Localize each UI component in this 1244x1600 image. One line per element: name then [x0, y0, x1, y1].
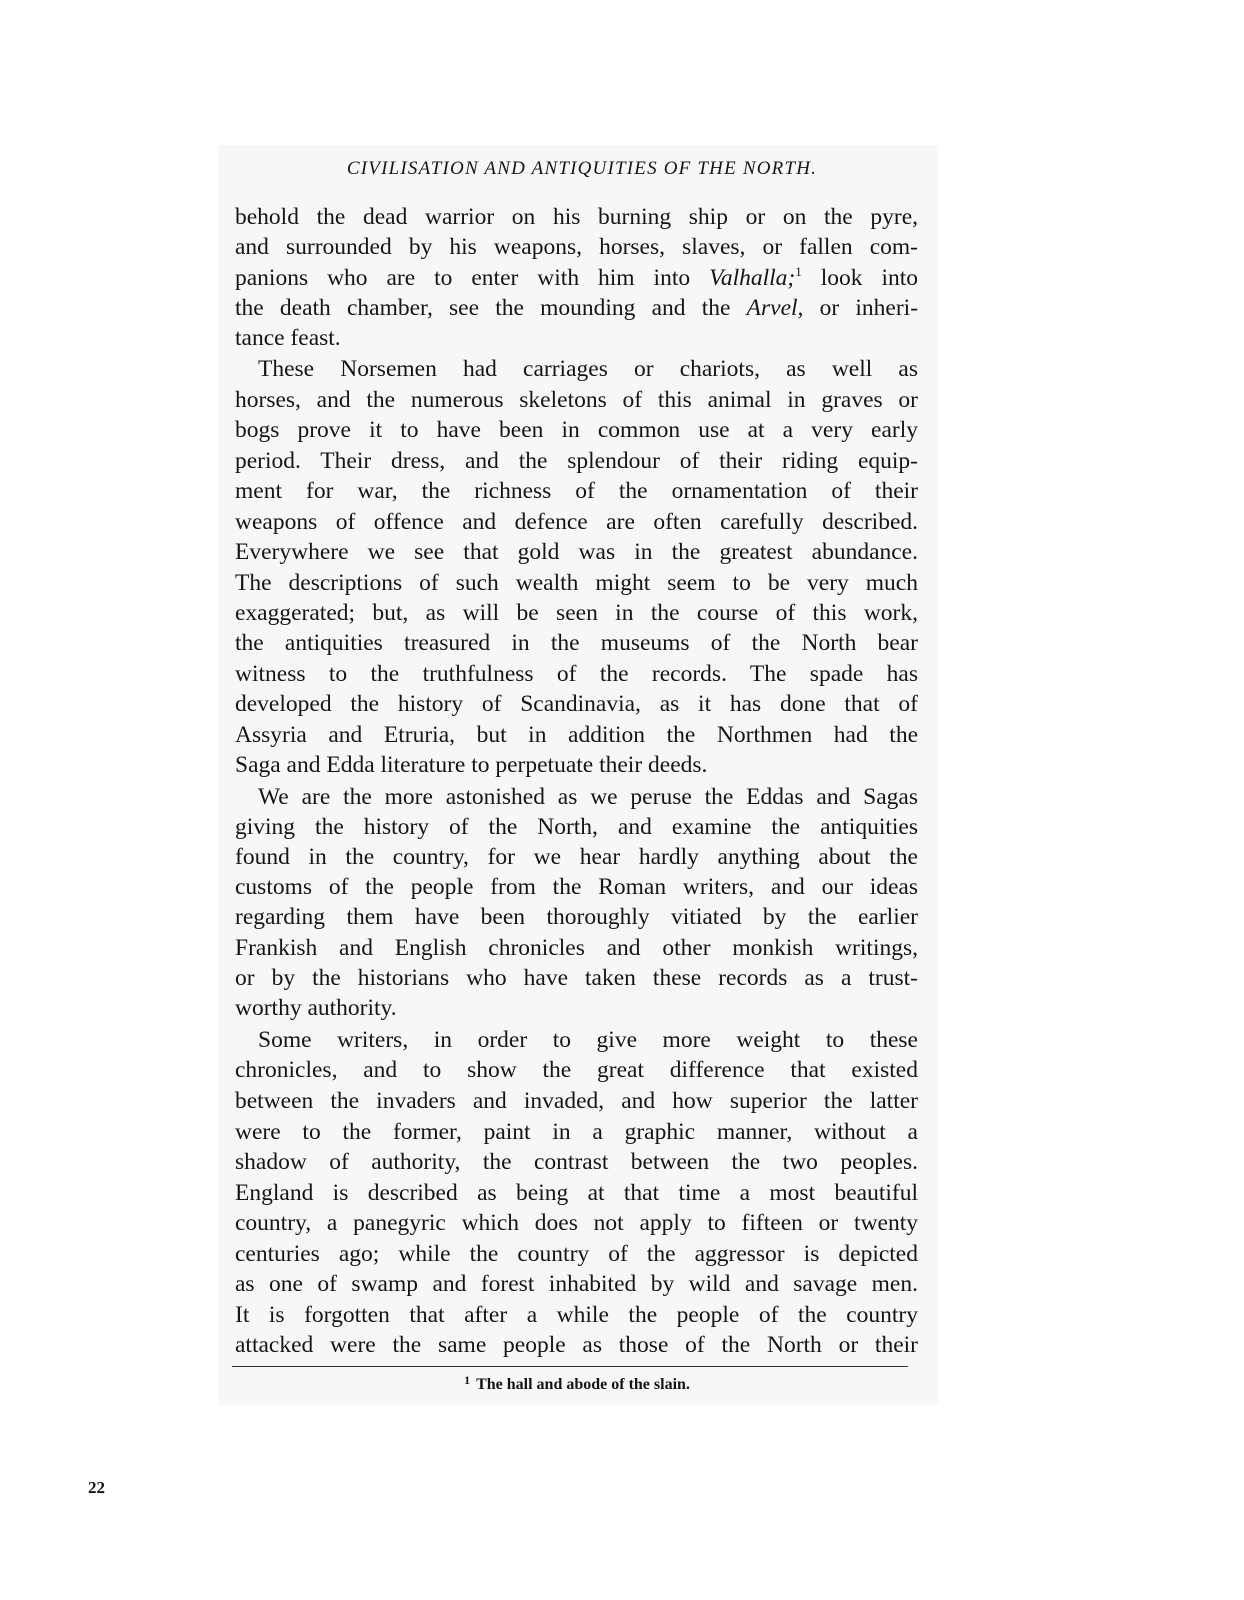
body-line: giving the history of the North, and examine the antiquities: [235, 814, 918, 840]
footnote-text: The hall and abode of the slain.: [476, 1376, 690, 1393]
body-line: chronicles, and to show the great difference that existed: [235, 1057, 918, 1083]
body-line: weapons of offence and defence are often carefully described.: [235, 509, 918, 535]
body-line: exaggerated; but, as will be seen in the course of this work,: [235, 600, 918, 626]
body-line: [235, 293, 918, 323]
body-line: worthy authority.: [235, 995, 397, 1021]
paragraph-first-line: Some writers, in order to give more weight to these: [258, 1027, 918, 1053]
paragraph-first-line: We are the more astonished as we peruse the Eddas and Sagas: [258, 784, 918, 810]
body-line: [235, 263, 918, 293]
footnote-mark: 1: [464, 1373, 471, 1387]
body-line: witness to the truthfulness of the records. The spade has: [235, 661, 918, 687]
body-line: regarding them have been thoroughly vitiated by the earlier: [235, 904, 918, 930]
body-line: Assyria and Etruria, but in addition the Northmen had the: [235, 722, 918, 748]
body-line: tance feast.: [235, 325, 341, 351]
body-line: and surrounded by his weapons, horses, slaves, or fallen com-: [235, 234, 918, 260]
body-line-text: the death chamber, see the mounding and the: [235, 295, 731, 321]
footnote-reference: 1: [795, 264, 802, 279]
valhalla-term: Valhalla: [709, 265, 788, 291]
body-line: found in the country, for we hear hardly anything about the: [235, 844, 918, 870]
body-line: developed the history of Scandinavia, as it has done that of: [235, 691, 918, 717]
body-line: Everywhere we see that gold was in the greatest abundance.: [235, 539, 918, 565]
body-line: behold the dead warrior on his burning ship or on the pyre,: [235, 204, 918, 230]
body-line: country, a panegyric which does not apply to fifteen or twenty: [235, 1210, 918, 1236]
page-number: 22: [88, 1478, 105, 1497]
footnote: [232, 1373, 922, 1394]
body-line: It is forgotten that after a while the people of the country: [235, 1302, 918, 1328]
body-line: the antiquities treasured in the museums of the North bear: [235, 630, 918, 656]
body-line: shadow of authority, the contrast between the two peoples.: [235, 1149, 918, 1175]
body-line-text: or inheri-: [819, 295, 919, 321]
body-line: customs of the people from the Roman writers, and our ideas: [235, 874, 918, 900]
body-line: ment for war, the richness of the ornamentation of their: [235, 478, 918, 504]
footnote-rule: [232, 1366, 908, 1367]
body-line-text: look into: [820, 265, 919, 291]
valhalla-punct: ;: [787, 265, 796, 291]
paragraph-first-line: These Norsemen had carriages or chariots, as well as: [258, 356, 918, 382]
body-line: between the invaders and invaded, and how superior the latter: [235, 1088, 918, 1114]
body-line: The descriptions of such wealth might seem to be very much: [235, 570, 918, 596]
body-line: bogs prove it to have been in common use at a very early: [235, 417, 918, 443]
body-line: period. Their dress, and the splendour of their riding equip-: [235, 448, 918, 474]
body-line-text: panions who are to enter with him into: [235, 265, 691, 291]
body-line: Frankish and English chronicles and other monkish writings,: [235, 935, 918, 961]
body-line: centuries ago; while the country of the aggressor is depicted: [235, 1241, 918, 1267]
body-line: Saga and Edda literature to perpetuate their deeds.: [235, 752, 708, 778]
body-line: as one of swamp and forest inhabited by wild and savage men.: [235, 1271, 918, 1297]
body-line: horses, and the numerous skeletons of this animal in graves or: [235, 387, 918, 413]
arvel-term: Arvel,: [746, 295, 804, 321]
body-line: or by the historians who have taken these records as a trust-: [235, 965, 918, 991]
body-line: were to the former, paint in a graphic manner, without a: [235, 1119, 918, 1145]
body-line: England is described as being at that time a most beautiful: [235, 1180, 918, 1206]
body-line: attacked were the same people as those of the North or their: [235, 1332, 918, 1358]
running-head: CIVILISATION AND ANTIQUITIES OF THE NORTH.: [346, 158, 818, 179]
